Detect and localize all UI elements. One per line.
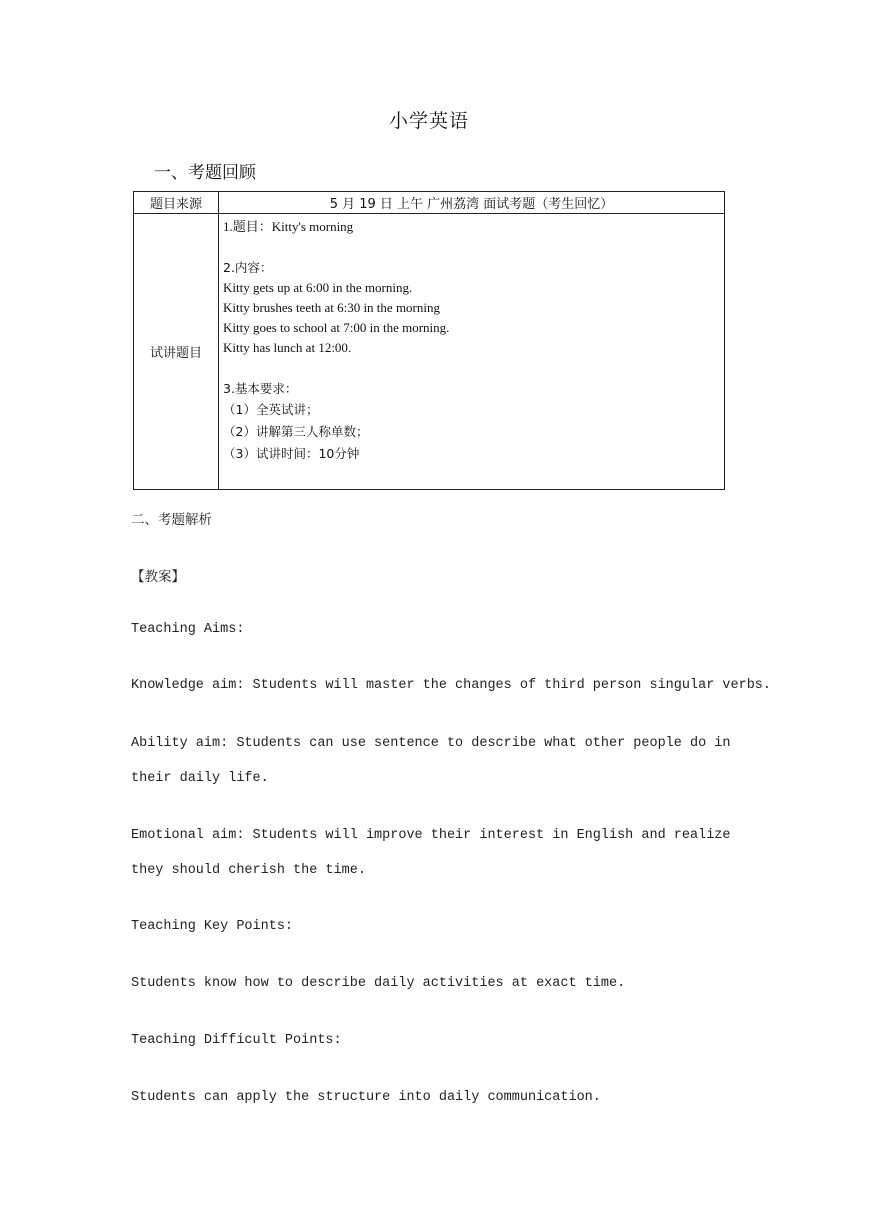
requirements-heading: 3.基本要求： [223, 381, 298, 396]
content-line-3: Kitty goes to school at 7:00 in the morning. [223, 320, 450, 335]
key-points-text: Students know how to describe daily activities at exact time. [131, 976, 626, 991]
source-value: 5 月 19 日 上午 广州荔湾 面试考题（考生回忆） [219, 192, 725, 214]
difficult-points-label: Teaching Difficult Points: [131, 1033, 342, 1048]
lesson-plan-label: 【教案】 [131, 569, 185, 585]
ability-aim: Ability aim: Students can use sentence to describe what other people do in their daily life. [131, 736, 731, 786]
content-line-2: Kitty brushes teeth at 6:30 in the morning [223, 300, 440, 315]
requirement-2: （2）讲解第三人称单数； [223, 424, 369, 439]
content-line-1: Kitty gets up at 6:00 in the morning. [223, 280, 413, 295]
key-points-label: Teaching Key Points: [131, 919, 294, 934]
section1-heading: 一、考题回顾 [154, 163, 256, 183]
emotional-aim: Emotional aim: Students will improve their interest in English and realize they should cherish the time. [131, 828, 731, 878]
content-line-4: Kitty has lunch at 12:00. [223, 340, 352, 355]
source-label: 题目来源 [134, 192, 219, 214]
difficult-points-text: Students can apply the structure into daily communication. [131, 1090, 601, 1105]
exam-table [133, 191, 725, 490]
topic-label: 试讲题目 [134, 214, 219, 490]
page-title: 小学英语 [388, 110, 469, 132]
table-row [134, 192, 725, 214]
content-heading: 2.内容： [223, 260, 273, 275]
requirement-3: （3）试讲时间：10分钟 [223, 446, 360, 461]
teaching-aims-label: Teaching Aims: [131, 622, 245, 637]
knowledge-aim: Knowledge aim: Students will master the changes of third person singular verbs. [131, 678, 772, 693]
topic-line: 1.题目：Kitty's morning [223, 219, 354, 234]
requirement-1: （1）全英试讲； [223, 402, 319, 417]
table-row [134, 214, 725, 490]
section2-heading: 二、考题解析 [131, 512, 212, 528]
topic-content [219, 214, 725, 490]
